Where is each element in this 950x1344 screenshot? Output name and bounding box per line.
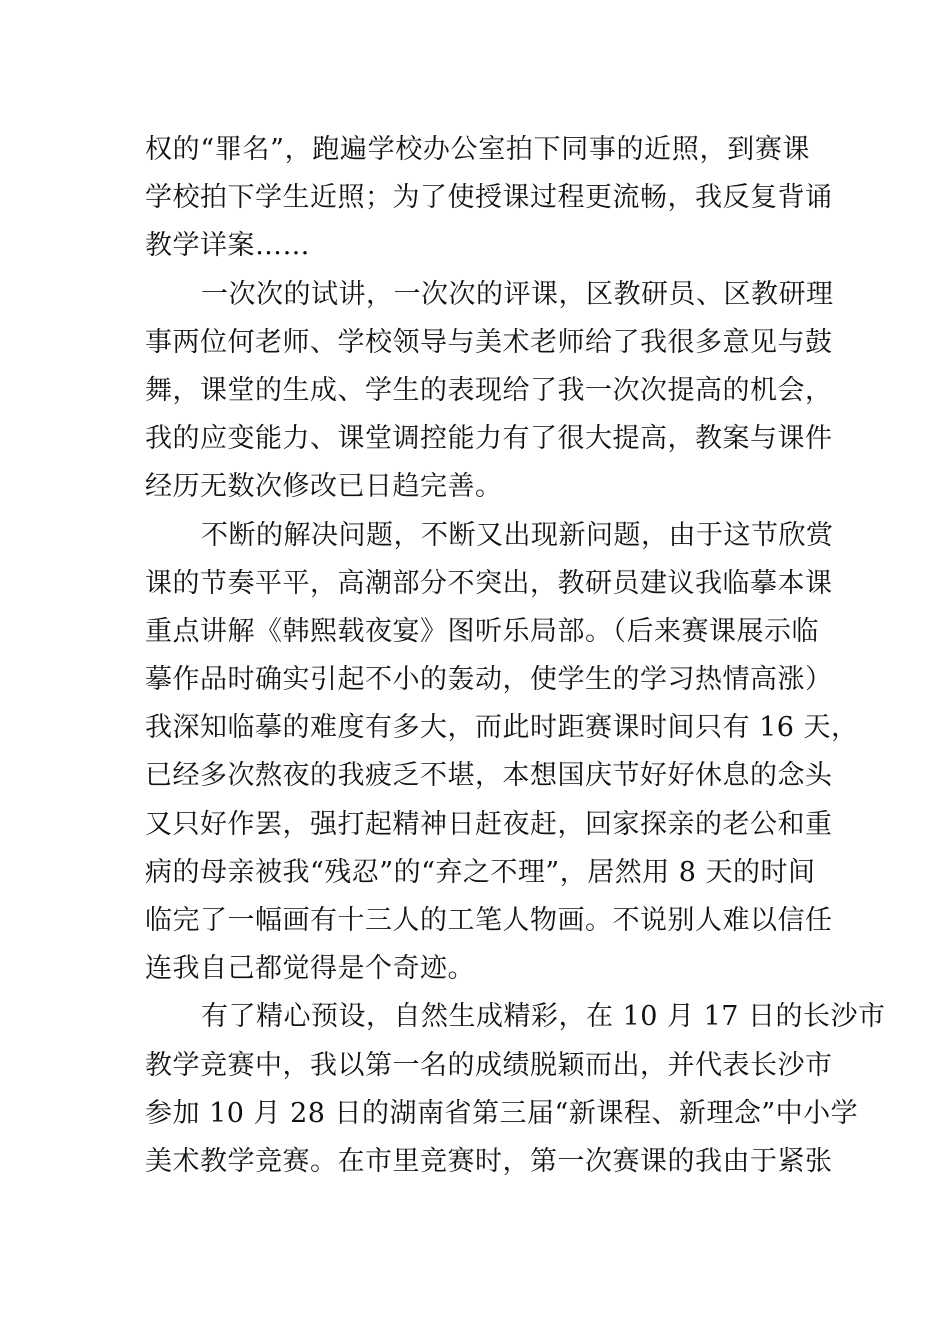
text-line: 连我自己都觉得是个奇迹。	[145, 953, 475, 985]
text-line: 一次次的试讲，一次次的评课，区教研员、区教研理	[201, 278, 834, 310]
text-line: 经历无数次修改已日趋完善。	[145, 471, 503, 503]
text-line: 参加 10 月 28 日的湖南省第三届“新课程、新理念”中小学	[145, 1097, 859, 1129]
text-line: 教学详案……	[145, 230, 310, 262]
text-line: 有了精心预设，自然生成精彩，在 10 月 17 日的长沙市	[201, 1001, 886, 1033]
text-line: 我深知临摹的难度有多大，而此时距赛课时间只有 16 天，	[145, 712, 859, 744]
text-line: 重点讲解《韩熙载夜宴》图听乐局部。（后来赛课展示临	[145, 615, 819, 647]
text-line: 病的母亲被我“残忍”的“弃之不理”，居然用 8 天的时间	[145, 856, 816, 888]
text-line: 又只好作罢，强打起精神日赶夜赶，回家探亲的老公和重	[145, 808, 833, 840]
text-line: 临完了一幅画有十三人的工笔人物画。不说别人难以信任	[145, 905, 833, 936]
text-line: 学校拍下学生近照；为了使授课过程更流畅，我反复背诵	[145, 182, 833, 214]
body-text	[145, 126, 886, 1186]
text-line: 权的“罪名”，跑遍学校办公室拍下同事的近照，到赛课	[145, 134, 810, 165]
text-line: 我的应变能力、课堂调控能力有了很大提高，教案与课件	[145, 423, 833, 455]
text-line: 不断的解决问题，不断又出现新问题，由于这节欣赏	[201, 519, 834, 551]
text-line: 美术教学竞赛。在市里竞赛时，第一次赛课的我由于紧张	[145, 1145, 833, 1177]
text-line: 舞，课堂的生成、学生的表现给了我一次次提高的机会，	[145, 374, 833, 406]
text-line: 事两位何老师、学校领导与美术老师给了我很多意见与鼓	[145, 326, 833, 358]
text-line: 课的节奏平平，高潮部分不突出，教研员建议我临摹本课	[145, 567, 833, 599]
text-line: 摹作品时确实引起不小的轰动，使学生的学习热情高涨）	[145, 664, 833, 696]
text-line: 教学竞赛中，我以第一名的成绩脱颖而出，并代表长沙市	[145, 1049, 833, 1081]
text-line: 已经多次熬夜的我疲乏不堪，本想国庆节好好休息的念头	[145, 760, 833, 792]
